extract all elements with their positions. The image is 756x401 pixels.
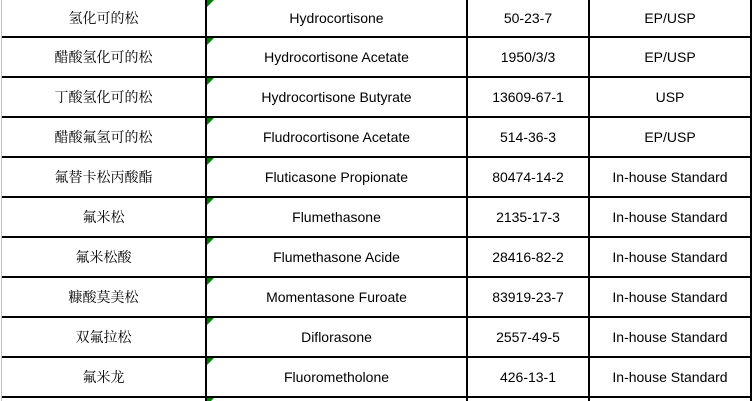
cell-english-name [207,238,468,278]
cell-cas-number: 2135-17-3 [468,198,590,238]
cell-cas-number: 50-23-7 [468,0,590,38]
english-name-text: Fluorometholone [283,369,390,385]
table-row [2,0,752,38]
english-name-text: Momentasone Furoate [266,289,407,305]
cell-english-name [207,0,468,38]
table-row [2,238,752,278]
cell-error-marker-icon [207,318,214,325]
cell-error-marker-icon [207,0,214,7]
cell-standard: In-house Standard [590,318,752,358]
cell-error-marker-icon [207,118,214,125]
table-row [2,358,752,398]
cell-english-name [207,318,468,358]
cell-english-name [207,358,468,398]
english-name-text: Fluticasone Propionate [264,169,409,185]
table-row [2,158,752,198]
cell-chinese-name: 氢化可的松 [2,0,207,38]
cell-cas-number: 13609-67-1 [468,78,590,118]
cell-cas-number: 2557-49-5 [468,318,590,358]
cell-standard: In-house Standard [590,358,752,398]
cell-error-marker-icon [207,238,214,245]
cell-english-name [207,158,468,198]
cell-chinese-name: 双氟拉松 [2,318,207,358]
cell-cas-number: 1950/3/3 [468,38,590,78]
cell-english-name [207,38,468,78]
cell-cas-number: 514-36-3 [468,118,590,158]
english-name-text: Diflorasone [301,329,372,345]
cell-chinese-name: 氟米松酸 [2,238,207,278]
cell-standard: EP/USP [590,38,752,78]
cell-english-name [207,78,468,118]
cell-standard: In-house Standard [590,278,752,318]
cell-chinese-name: 丁酸氢化可的松 [2,78,207,118]
cell-english-name [207,198,468,238]
chemical-standards-table [2,0,752,401]
cell-error-marker-icon [207,278,214,285]
table-row [2,198,752,238]
cell-cas-number: 83919-23-7 [468,278,590,318]
table-row [2,278,752,318]
english-name-text: Hydrocortisone [289,10,384,26]
cell-standard: In-house Standard [590,158,752,198]
table-row [2,78,752,118]
cell-error-marker-icon [207,198,214,205]
english-name-text: Flumethasone Acide [273,249,400,265]
cell-english-name [207,278,468,318]
table-row [2,38,752,78]
cell-cas-number: 426-13-1 [468,358,590,398]
cell-standard: USP [590,78,752,118]
cell-cas-number: 80474-14-2 [468,158,590,198]
cell-error-marker-icon [207,78,214,85]
cell-standard: In-house Standard [590,238,752,278]
cell-error-marker-icon [207,158,214,165]
cell-chinese-name: 醋酸氟氢可的松 [2,118,207,158]
cell-chinese-name: 醋酸氢化可的松 [2,38,207,78]
english-name-text: Hydrocortisone Acetate [264,49,409,65]
cell-cas-number: 28416-82-2 [468,238,590,278]
cell-chinese-name: 氟米龙 [2,358,207,398]
table-row [2,118,752,158]
cell-standard: EP/USP [590,118,752,158]
cell-error-marker-icon [207,38,214,45]
cell-standard: EP/USP [590,0,752,38]
cell-chinese-name: 糠酸莫美松 [2,278,207,318]
cell-chinese-name: 氟替卡松丙酸酯 [2,158,207,198]
cell-chinese-name: 氟米松 [2,198,207,238]
english-name-text: Flumethasone [292,209,381,225]
table-row [2,318,752,358]
cell-english-name [207,118,468,158]
english-name-text: Fludrocortisone Acetate [262,129,411,145]
cell-error-marker-icon [207,358,214,365]
cell-standard: In-house Standard [590,198,752,238]
english-name-text: Hydrocortisone Butyrate [261,89,412,105]
